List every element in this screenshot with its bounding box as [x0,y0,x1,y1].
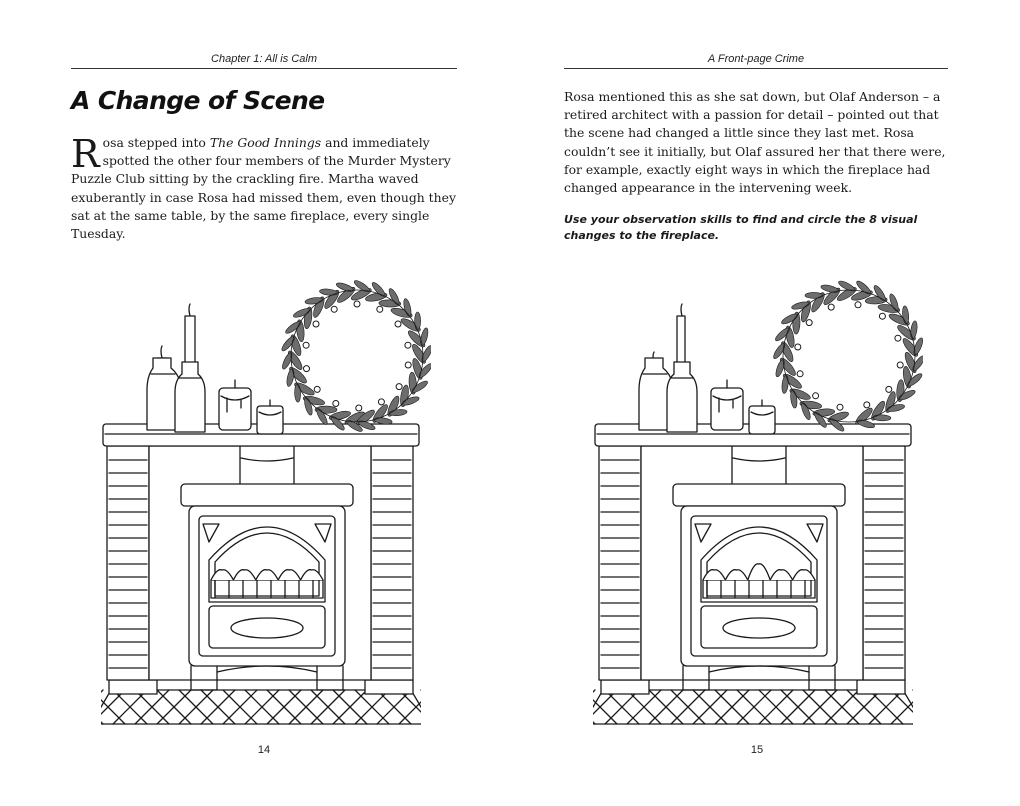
page-title: A Change of Scene [71,86,325,115]
wreath-leaf [781,375,789,394]
pillar-candle-large [711,388,743,430]
wreath-berry [313,321,319,327]
wreath-berry [405,342,411,348]
fireplace-group [583,304,923,728]
wreath-berry [895,335,901,341]
wreath-berry [304,366,310,372]
wreath-berry [331,306,337,312]
wreath-leaf [294,384,301,402]
wreath-berry [795,344,801,350]
wreath-leaf [419,327,429,346]
intro-paragraph [71,134,457,243]
wreath-leaf [286,368,296,387]
drop-cap: R [71,132,100,176]
floor-mask-left [583,662,593,728]
pillar-candle-small [749,406,775,434]
hearth-plinth-right [365,680,413,694]
candle-tall-flame [161,346,162,358]
flames [211,570,323,580]
wreath-berry [797,371,803,377]
hearth-plinth-left [601,680,649,694]
page-number-right: 15 [750,744,764,756]
running-head-right: A Front-page Crime [707,53,805,65]
wreath-berry [837,404,843,410]
pillar-right [863,446,905,680]
pillar-left [599,446,641,680]
wreath-berry [828,304,834,310]
wreath [772,279,923,433]
wreath-berry [377,306,383,312]
pillar-left-outline [107,446,149,680]
hearth-plinth-right [857,680,905,694]
wreath-leaf [415,312,421,330]
puzzle-instruction: Use your observation skills to find and circle the 8 visual changes to the fireplace. [564,213,918,242]
header-rule-right [564,68,948,69]
wreath-leaf [319,288,338,296]
story-paragraph: Rosa mentioned this as she sat down, but Olaf Anderson – a retired architect with a passion for detail – pointed out that the scene had changed a little since they last met. Rosa couldn’t see it initially, but Olaf assured her that there were, for example, exactly eight ways in which the fireplace had changed appearance in the intervening week. [564,89,946,196]
stove-top [673,484,845,506]
candle-short-flame [189,304,190,316]
pub-name: The Good Innings [209,135,322,150]
floor-mask-right [421,662,431,728]
wreath-berry [879,313,885,319]
wreath [280,279,431,434]
pillar-candle-small [257,406,283,434]
hearth-plinth-left [109,680,157,694]
pillar-left-outline [599,446,641,680]
pillar-left [107,446,149,680]
intro-text-1: osa stepped into [102,135,210,150]
candle-short [677,316,685,364]
right-page [510,0,1020,806]
wreath-leaf [820,284,839,294]
wreath-leaf [910,320,918,339]
wreath-berry [886,386,892,392]
wreath-leaf [805,292,823,298]
wreath-berry [897,362,903,368]
fireplace-illustration-changed[interactable] [583,262,923,728]
wreath-leaf [873,414,891,421]
fireplace-group [91,304,431,728]
floor-mask-right [913,662,923,728]
wreath-berry [314,386,320,392]
wreath-berry [396,384,402,390]
candle-short-flame [681,304,682,316]
wreath-berry [333,401,339,407]
pillar-right [371,446,413,680]
wreath-berry [813,393,819,399]
pillar-candle-large [219,388,251,430]
fireplace-illustration-original [91,262,431,728]
wreath-berry [356,405,362,411]
candle-short [185,316,195,364]
pillar-right-outline [371,446,413,680]
wreath-berry [378,399,384,405]
bottle-short [175,362,205,432]
pillar-right-outline [863,446,905,680]
wreath-berry [806,320,812,326]
bottle-short [667,362,697,432]
floor-mask-left [91,662,101,728]
wreath-berry [864,402,870,408]
running-head-left: Chapter 1: All is Calm [211,53,317,65]
wreath-berry [303,342,309,348]
wreath-berry [395,321,401,327]
stove-top [181,484,353,506]
header-rule-left [71,68,457,69]
intro-text-2: and immediately spotted the other four members of the Murder Mystery Puzzle Club sitting by the crackling fire. Martha waved exuberantly in case Rosa had missed them, even though they sat at the same table, by the same fireplace, every single Tuesday. [71,135,456,242]
page-number-left: 14 [257,744,271,756]
wreath-berry [855,302,861,308]
wreath-berry [405,362,411,368]
wreath-berry [354,301,360,307]
